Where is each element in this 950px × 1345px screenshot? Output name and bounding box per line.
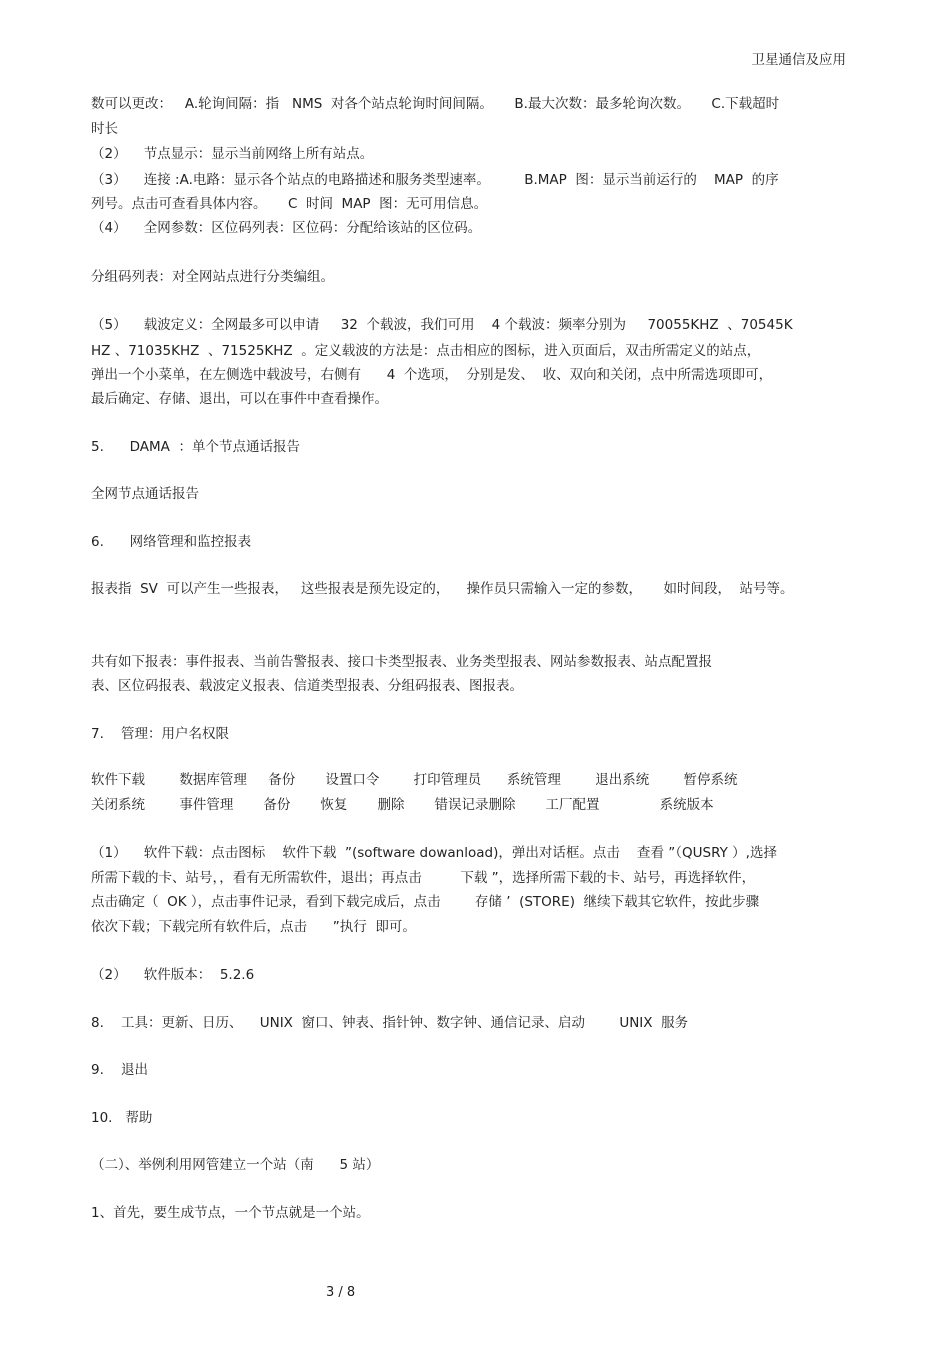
text-line: 弹出一个小菜单，在左侧选中载波号，右侧有 4 个选项， 分别是发、 收、双向和关闭，点中所需选项即可， [91, 367, 773, 383]
text-line: （5） 载波定义：全网最多可以申请 32 个载波，我们可用 4 个载波：频率分别为 70055KHZ 、70545K [91, 317, 793, 333]
text-line: 时长 [91, 121, 118, 137]
text-line: （二）、举例利用网管建立一个站（南 5 站） [91, 1157, 380, 1173]
text-line: 7. 管理：用户名权限 [91, 726, 230, 742]
text-line: （4） 全网参数：区位码列表：区位码：分配给该站的区位码。 [91, 220, 482, 236]
text-line: 5. DAMA ：单个节点通话报告 [91, 439, 300, 455]
text-line: 分组码列表：对全网站点进行分类编组。 [91, 269, 334, 285]
text-line: （2） 节点显示：显示当前网络上所有站点。 [91, 146, 374, 162]
text-line: 6. 网络管理和监控报表 [91, 534, 252, 550]
text-line: 最后确定、存储、退出，可以在事件中查看操作。 [91, 391, 388, 407]
page-number: 3 / 8 [326, 1285, 356, 1300]
text-line: 关闭系统 事件管理 备份 恢复 删除 错误记录删除 工厂配置 系统版本 [91, 797, 714, 813]
text-line: 报表指 SV 可以产生一些报表， 这些报表是预先设定的， 操作员只需输入一定的参数， 如时间段， 站号等。 [91, 581, 794, 597]
text-line: 依次下载；下载完所有软件后，点击 ”执行 即可。 [91, 919, 416, 935]
page-header-title: 卫星通信及应用 [751, 52, 846, 68]
text-line: （2） 软件版本： 5.2.6 [91, 967, 255, 983]
text-line: 列号。点击可查看具体内容。 C 时间 MAP 图：无可用信息。 [91, 196, 488, 212]
text-line: 8. 工具：更新、日历、 UNIX 窗口、钟表、指针钟、数字钟、通信记录、启动 UNIX 服务 [91, 1015, 689, 1031]
text-line: 所需下载的卡、站号，，看有无所需软件，退出；再点击 下载 ”，选择所需下载的卡、站号，再选择软件， [91, 870, 756, 886]
text-line: 10. 帮助 [91, 1110, 153, 1126]
text-line: 软件下载 数据库管理 备份 设置口令 打印管理员 系统管理 退出系统 暂停系统 [91, 772, 738, 788]
text-line: 点击确定（ OK ），点击事件记录，看到下载完成后，点击 存储 ’ (STORE) 继续下载其它软件，按此步骤 [91, 894, 760, 910]
text-line: 全网节点通话报告 [91, 486, 199, 502]
text-line: 数可以更改： A.轮询间隔：指 NMS 对各个站点轮询时间间隔。 B.最大次数：最多轮询次数。 C.下载超时 [91, 96, 780, 112]
text-line: 9. 退出 [91, 1062, 149, 1078]
text-line: （3） 连接 :A.电路：显示各个站点的电路描述和服务类型速率。 B.MAP 图：显示当前运行的 MAP 的序 [91, 172, 779, 188]
text-line: （1） 软件下载：点击图标 软件下载 ”(software dowanload)，弹出对话框。点击 查看 ”（QUSRY ）,选择 [91, 845, 777, 861]
text-line: 表、区位码报表、载波定义报表、信道类型报表、分组码报表、图报表。 [91, 678, 523, 694]
text-line: 1、首先，要生成节点，一个节点就是一个站。 [91, 1205, 370, 1221]
text-line: 共有如下报表：事件报表、当前告警报表、接口卡类型报表、业务类型报表、网站参数报表、站点配置报 [91, 654, 712, 670]
text-line: HZ 、71035KHZ 、71525KHZ 。定义载波的方法是：点击相应的图标，进入页面后，双击所需定义的站点， [91, 343, 761, 359]
